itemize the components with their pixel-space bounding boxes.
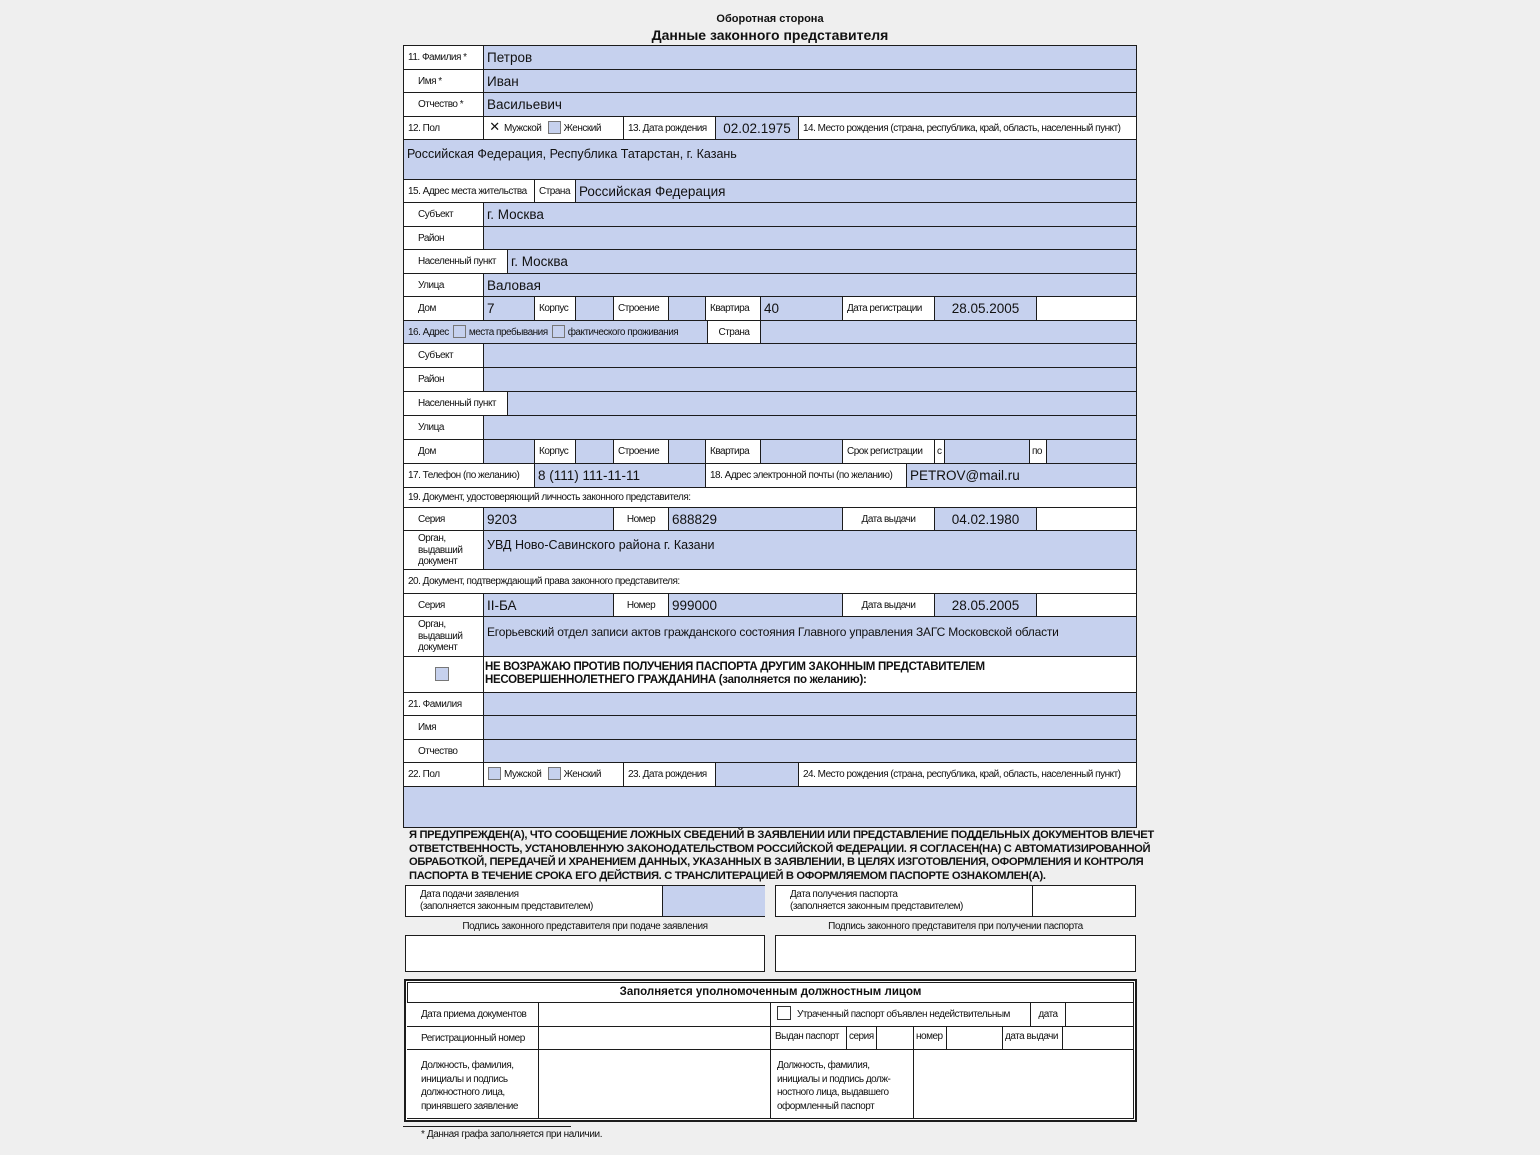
submit-signature-field[interactable]	[405, 935, 765, 972]
footnote: * Данная графа заполняется при наличии.	[421, 1129, 603, 1140]
issued-number-label: номер	[914, 1027, 947, 1050]
submit-date-label-line-1: Дата подачи заявления	[420, 889, 519, 900]
male-checkbox[interactable]: ✕	[489, 118, 500, 134]
stay-district-label: Район	[404, 368, 484, 392]
residence-korpus-field[interactable]	[576, 297, 614, 321]
actual-residence-label: фактического проживания	[567, 327, 679, 338]
stay-address-type	[404, 321, 708, 344]
stay-checkbox[interactable]	[453, 325, 466, 338]
email-field[interactable]: PETROV@mail.ru	[907, 464, 1137, 488]
accepting-official-label: Должность, фамилия, инициалы и подпись должностного лица, принявшего заявление	[407, 1050, 539, 1119]
submit-date-label	[420, 889, 593, 913]
other-surname-field[interactable]	[484, 693, 1137, 716]
residence-korpus-label: Корпус	[535, 297, 576, 321]
other-patronymic-label: Отчество	[404, 740, 484, 763]
issuing-official-label: Должность, фамилия, инициалы и подпись долж-ностного лица, выдавшего оформленный паспорт	[771, 1050, 914, 1119]
accept-date-field[interactable]	[539, 1003, 771, 1027]
phone-field[interactable]: 8 (111) 111-11-11	[535, 464, 706, 488]
residence-building-label: Строение	[614, 297, 669, 321]
stay-locality-field[interactable]	[508, 392, 1137, 416]
other-birthplace-label: 24. Место рождения (страна, республика, край, область, населенный пункт)	[799, 763, 1137, 787]
other-birthdate-label: 23. Дата рождения	[624, 763, 716, 787]
residence-flat-field[interactable]: 40	[761, 297, 843, 321]
residence-regdate-field[interactable]: 28.05.2005	[935, 297, 1037, 321]
issued-number-field[interactable]	[947, 1027, 1003, 1050]
stay-house-label: Дом	[404, 440, 484, 464]
other-birthdate-field[interactable]	[716, 763, 799, 787]
residence-label: 15. Адрес места жительства	[404, 180, 535, 203]
accept-date-label: Дата приема документов	[407, 1003, 539, 1027]
stay-district-field[interactable]	[484, 368, 1137, 392]
stay-locality-label: Населенный пункт	[404, 392, 508, 416]
rights-number-field[interactable]: 999000	[669, 594, 843, 617]
stay-term-label: Срок регистрации	[843, 440, 935, 464]
other-birthplace-field[interactable]	[404, 787, 1137, 828]
patronymic-label: Отчество *	[404, 93, 484, 117]
receive-signature-field[interactable]	[775, 935, 1136, 972]
other-patronymic-field[interactable]	[484, 740, 1137, 763]
lost-passport-label: Утраченный паспорт объявлен недействительным	[797, 1009, 1010, 1020]
lost-passport-date-field[interactable]	[1066, 1003, 1134, 1027]
submit-signature-label: Подпись законного представителя при подаче заявления	[462, 921, 708, 932]
other-male-checkbox[interactable]	[488, 767, 501, 780]
residence-locality-field[interactable]: г. Москва	[508, 250, 1137, 274]
stay-to-label: по	[1030, 440, 1047, 464]
residence-district-label: Район	[404, 227, 484, 250]
birthplace-label: 14. Место рождения (страна, республика, край, область, населенный пункт)	[799, 117, 1137, 140]
issued-series-label: серия	[847, 1027, 877, 1050]
receive-date-label-line-1: Дата получения паспорта	[790, 889, 898, 900]
stay-flat-field[interactable]	[761, 440, 843, 464]
stay-house-field[interactable]	[484, 440, 535, 464]
warning-line-4: ПАСПОРТА В ТЕЧЕНИЕ СРОКА ЕГО ДЕЙСТВИЯ. С ТРАНСЛИТЕРАЦИЕЙ В ОФОРМЛЯЕМОМ ПАСПОРТЕ ОЗНАКОМЛЕН(А).	[409, 869, 1046, 882]
id-org-label: Орган, выдавший документ	[404, 531, 484, 570]
residence-locality-label: Населенный пункт	[404, 250, 508, 274]
receive-date-field[interactable]	[1032, 886, 1136, 916]
issuing-official-field[interactable]	[914, 1050, 1134, 1119]
birthdate-label: 13. Дата рождения	[624, 117, 716, 140]
warning-line-2: ОТВЕТСТВЕННОСТЬ, УСТАНОВЛЕННУЮ ЗАКОНОДАТЕЛЬСТВОМ РОССИЙСКОЙ ФЕДЕРАЦИИ. Я СОГЛАСЕН(НА) С АВТОМАТИЗИРОВАННОЙ	[409, 842, 1151, 855]
stay-country-label: Страна	[708, 321, 761, 344]
residence-country-field[interactable]: Российская Федерация	[576, 180, 1137, 203]
receive-signature-label: Подпись законного представителя при получении паспорта	[828, 921, 1083, 932]
warning-line-3: ОБРАБОТКОЙ, ПЕРЕДАЧЕЙ И ХРАНЕНИЕМ ДАННЫХ, УКАЗАННЫХ В ЗАЯВЛЕНИИ, В ЦЕЛЯХ ИЗГОТОВЛЕНИЯ, ОФОРМЛЕНИЯ И КОНТРОЛЯ	[409, 856, 1144, 869]
residence-house-field[interactable]: 7	[484, 297, 535, 321]
accepting-official-field[interactable]	[539, 1050, 771, 1119]
submit-date-field[interactable]	[662, 886, 765, 916]
sex-label: 12. Пол	[404, 117, 484, 140]
id-number-label: Номер	[614, 508, 669, 531]
receive-date-label	[790, 889, 963, 913]
issued-date-label: дата выдачи	[1003, 1027, 1063, 1050]
receive-date-label-line-2: (заполняется законным представителем)	[790, 901, 963, 912]
id-series-field[interactable]: 9203	[484, 508, 614, 531]
id-issue-label: Дата выдачи	[843, 508, 935, 531]
id-org-field[interactable]: УВД Ново-Савинского района г. Казани	[484, 531, 1137, 570]
other-sex-label: 22. Пол	[404, 763, 484, 787]
stay-option-label: места пребывания	[468, 327, 548, 338]
name-field[interactable]: Иван	[484, 70, 1137, 93]
consent-line-1: НЕ ВОЗРАЖАЮ ПРОТИВ ПОЛУЧЕНИЯ ПАСПОРТА ДРУГИМ ЗАКОННЫМ ПРЕДСТАВИТЕЛЕМ	[485, 661, 985, 673]
rights-org-label: Орган, выдавший документ	[404, 617, 484, 657]
official-use-title: Заполняется уполномоченным должностным лицом	[407, 982, 1134, 1003]
stay-from-field[interactable]	[945, 440, 1030, 464]
residence-street-field[interactable]: Валовая	[484, 274, 1137, 297]
other-female-label: Женский	[563, 769, 601, 780]
other-sex-options	[484, 763, 624, 787]
page-subtitle: Оборотная сторона	[716, 13, 824, 25]
other-name-label: Имя	[404, 716, 484, 740]
submit-date-box	[405, 885, 765, 917]
id-doc-label: 19. Документ, удостоверяющий личность законного представителя:	[404, 488, 1137, 508]
rights-issue-field[interactable]: 28.05.2005	[935, 594, 1037, 617]
stay-korpus-field[interactable]	[576, 440, 614, 464]
submit-date-label-line-2: (заполняется законным представителем)	[420, 901, 593, 912]
surname-field[interactable]: Петров	[484, 46, 1137, 70]
residence-country-label: Страна	[535, 180, 576, 203]
residence-regdate-label: Дата регистрации	[843, 297, 935, 321]
lost-passport-checkbox[interactable]	[777, 1006, 791, 1020]
footnote-rule	[403, 1126, 571, 1127]
rights-number-label: Номер	[614, 594, 669, 617]
rights-series-label: Серия	[404, 594, 484, 617]
rights-org-field[interactable]: Егорьевский отдел записи актов гражданского состояния Главного управления ЗАГС Московской области	[484, 617, 1137, 657]
id-spare-cell	[1037, 508, 1137, 531]
sex-options	[484, 117, 624, 140]
birthdate-field[interactable]: 02.02.1975	[716, 117, 799, 140]
other-female-checkbox[interactable]	[548, 767, 561, 780]
residence-building-field[interactable]	[669, 297, 706, 321]
receive-date-box	[775, 885, 1136, 917]
female-checkbox[interactable]	[548, 121, 561, 134]
stay-building-field[interactable]	[669, 440, 706, 464]
actual-residence-checkbox[interactable]	[552, 325, 565, 338]
consent-checkbox-cell	[404, 657, 484, 693]
consent-text	[484, 657, 1137, 693]
reg-number-label: Регистрационный номер	[407, 1027, 539, 1050]
other-surname-label: 21. Фамилия	[404, 693, 484, 716]
stay-street-field[interactable]	[484, 416, 1137, 440]
patronymic-field[interactable]: Васильевич	[484, 93, 1137, 117]
id-series-label: Серия	[404, 508, 484, 531]
name-label: Имя *	[404, 70, 484, 93]
rights-spare-cell	[1037, 594, 1137, 617]
stay-subject-label: Субъект	[404, 344, 484, 368]
residence-subject-field[interactable]: г. Москва	[484, 203, 1137, 227]
residence-district-field[interactable]	[484, 227, 1137, 250]
phone-label: 17. Телефон (по желанию)	[404, 464, 535, 488]
residence-spare-cell	[1037, 297, 1137, 321]
consent-line-2: НЕСОВЕРШЕННОЛЕТНЕГО ГРАЖДАНИНА (заполняется по желанию):	[485, 674, 867, 686]
stay-from-label: с	[935, 440, 945, 464]
stay-subject-field[interactable]	[484, 344, 1137, 368]
stay-street-label: Улица	[404, 416, 484, 440]
residence-house-label: Дом	[404, 297, 484, 321]
residence-flat-label: Квартира	[706, 297, 761, 321]
other-name-field[interactable]	[484, 716, 1137, 740]
stay-country-field[interactable]	[761, 321, 1137, 344]
rights-series-field[interactable]: II-БА	[484, 594, 614, 617]
residence-subject-label: Субъект	[404, 203, 484, 227]
consent-checkbox[interactable]	[435, 667, 449, 681]
stay-korpus-label: Корпус	[535, 440, 576, 464]
id-issue-field[interactable]: 04.02.1980	[935, 508, 1037, 531]
other-male-label: Мужской	[504, 769, 542, 780]
reg-number-field[interactable]	[539, 1027, 771, 1050]
issued-passport-label: Выдан паспорт	[771, 1027, 847, 1050]
stay-address-label: 16. Адрес	[408, 327, 449, 338]
rights-doc-label: 20. Документ, подтверждающий права законного представителя:	[404, 570, 1137, 594]
warning-line-1: Я ПРЕДУПРЕЖДЕН(А), ЧТО СООБЩЕНИЕ ЛОЖНЫХ СВЕДЕНИЙ В ЗАЯВЛЕНИИ ИЛИ ПРЕДСТАВЛЕНИЕ ПОДДЕЛЬНЫХ ДОКУМЕНТОВ ВЛЕЧЕТ	[409, 829, 1154, 841]
surname-label: 11. Фамилия *	[404, 46, 484, 70]
email-label: 18. Адрес электронной почты (по желанию)	[706, 464, 907, 488]
stay-to-field[interactable]	[1047, 440, 1137, 464]
issued-date-field[interactable]	[1063, 1027, 1134, 1050]
birthplace-field[interactable]: Российская Федерация, Республика Татарстан, г. Казань	[404, 140, 1137, 180]
application-back-side	[403, 0, 1154, 1155]
id-number-field[interactable]: 688829	[669, 508, 843, 531]
stay-building-label: Строение	[614, 440, 669, 464]
residence-street-label: Улица	[404, 274, 484, 297]
page-title: Данные законного представителя	[651, 27, 889, 43]
rights-issue-label: Дата выдачи	[843, 594, 935, 617]
liability-warning	[409, 829, 1154, 883]
lost-passport-cell	[771, 1003, 1031, 1027]
issued-series-field[interactable]	[877, 1027, 914, 1050]
male-label: Мужской	[504, 123, 542, 134]
stay-flat-label: Квартира	[706, 440, 761, 464]
female-label: Женский	[563, 123, 601, 134]
lost-passport-date-label: дата	[1031, 1003, 1066, 1027]
